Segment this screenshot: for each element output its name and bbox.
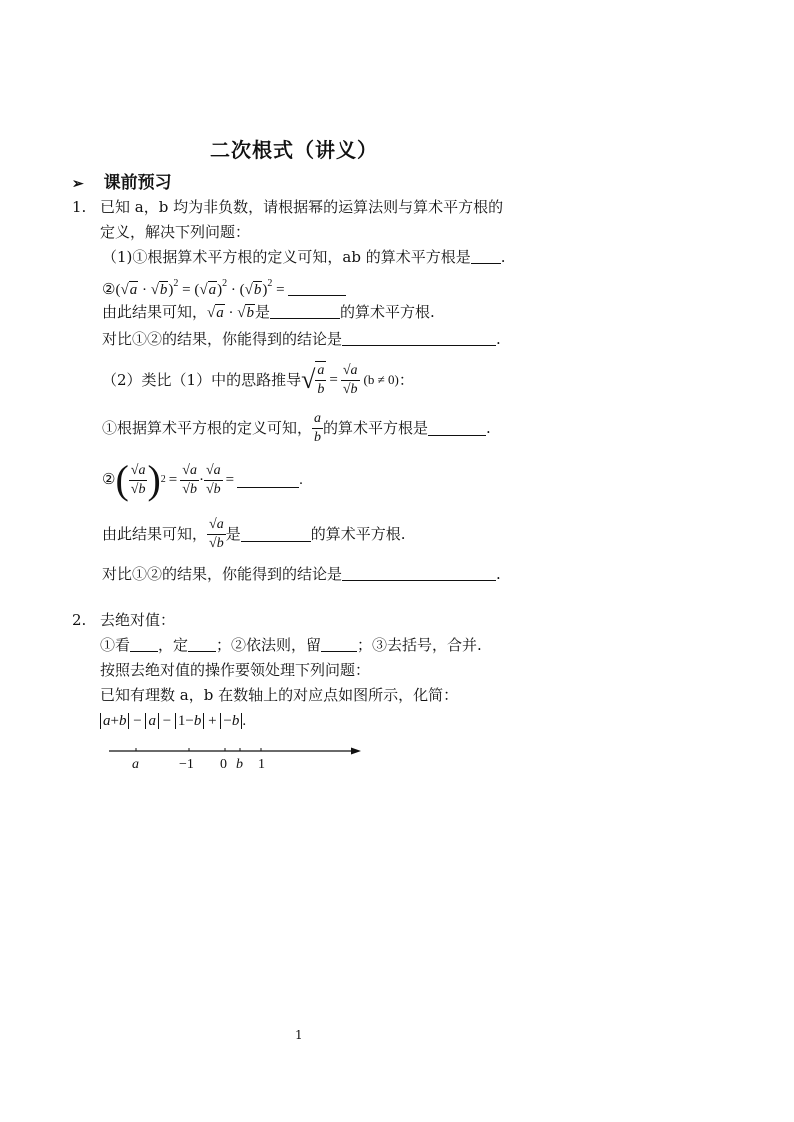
answer-blank[interactable] [270, 304, 340, 319]
arrow-bullet-icon: ➢ [72, 176, 84, 192]
label-b: b [236, 757, 243, 772]
abs-expression: a+b − a − 1−b + −b . [100, 711, 246, 731]
period: . [242, 713, 247, 729]
q1-part2-step2: ② ( $\frac{√a}{√b}$ ) 2 = $\frac{√a}{√b}$ · $\frac{√a}{√b}$ = . [102, 457, 303, 502]
answer-blank[interactable] [321, 637, 357, 652]
answer-blank[interactable] [288, 281, 346, 296]
sqrt-b: √b [150, 282, 168, 298]
question-1-number: 1. [72, 198, 87, 216]
q1-part1-line [102, 247, 506, 267]
answer-blank[interactable] [342, 566, 496, 581]
text: ；②依法则，留 [216, 636, 322, 654]
question-2-line4: 已知有理数 a，b 在数轴上的对应点如图所示，化简： [100, 686, 459, 704]
label-minus-1: −1 [179, 757, 194, 772]
condition: (b ≠ 0) [363, 372, 399, 387]
circled-2: ② [102, 282, 116, 298]
text: 的算术平方根. [310, 525, 406, 543]
circled-2: ② [102, 472, 116, 488]
question-1-line1: 已知 a，b 均为非负数，请根据幂的运算法则与算术平方根的 [100, 198, 504, 216]
number-line [105, 744, 365, 784]
period: . [486, 419, 491, 437]
q1-part1-text: （1)①根据算术平方根的定义可知，ab 的算术平方根是 [102, 248, 471, 266]
text: 是 [225, 525, 241, 543]
text: 由此结果可知， [102, 525, 208, 543]
q1-part2-step1: ①根据算术平方根的定义可知， $\frac{a}{b}$ 的算术平方根是 . [102, 410, 491, 445]
arrow-head-icon [351, 748, 361, 755]
text: 对比①②的结果，你能得到的结论是 [102, 565, 343, 583]
question-2-line2 [100, 635, 482, 655]
label-a: a [132, 757, 139, 772]
number-line-axis [105, 744, 365, 758]
answer-blank[interactable] [188, 637, 216, 652]
answer-blank[interactable] [241, 527, 311, 542]
period: . [299, 472, 303, 488]
answer-blank[interactable] [130, 637, 158, 652]
period: . [496, 565, 501, 583]
text: 对比①②的结果，你能得到的结论是 [102, 330, 343, 348]
answer-blank[interactable] [428, 421, 486, 436]
answer-blank[interactable] [342, 331, 496, 346]
text: ，定 [158, 636, 189, 654]
page-number: 1 [295, 1028, 303, 1042]
text: ： [398, 371, 414, 389]
q1-part2-intro: （2）类比（1）中的思路推导 √ $\frac{a}{b}$ = $\frac{√a}{√b}$ (b ≠ 0) ： [102, 362, 414, 397]
q1-part2-compare [102, 564, 501, 584]
page-title: 二次根式（讲义） [210, 138, 378, 162]
question-2-number: 2. [72, 611, 87, 629]
period: . [500, 248, 506, 266]
text: 是 [254, 303, 270, 321]
answer-blank[interactable] [471, 249, 501, 264]
text: 的算术平方根. [340, 303, 435, 321]
period: . [496, 330, 501, 348]
text: ①看 [100, 636, 131, 654]
section-label: 课前预习 [103, 173, 172, 193]
q1-part1-conclusion: 由此结果可知，√a · √b是 的算术平方根. [102, 303, 435, 321]
text: 由此结果可知， [102, 303, 208, 321]
sqrt-a: √a [120, 282, 138, 298]
question-1-line2: 定义，解决下列问题： [100, 223, 251, 241]
question-2-line3: 按照去绝对值的操作要领处理下列问题： [100, 661, 371, 679]
question-2-line1: 去绝对值： [100, 611, 176, 629]
label-1: 1 [258, 757, 265, 772]
label-0: 0 [220, 757, 227, 772]
text: ；③去括号，合并. [357, 636, 482, 654]
answer-blank[interactable] [237, 473, 299, 488]
section-heading [72, 168, 172, 193]
q1-part2-conclusion: 由此结果可知， $\frac{√a}{√b}$ 是 的算术平方根. [102, 516, 406, 551]
q1-part1-step2: ②(√a · $√b)^2 = (√a)^2 \cdot (√b)^2$ = [102, 274, 346, 300]
text: （2）类比（1）中的思路推导 [102, 371, 302, 389]
q1-part1-compare [102, 329, 501, 349]
text: 的算术平方根是 [323, 419, 429, 437]
text: ①根据算术平方根的定义可知， [102, 419, 313, 437]
